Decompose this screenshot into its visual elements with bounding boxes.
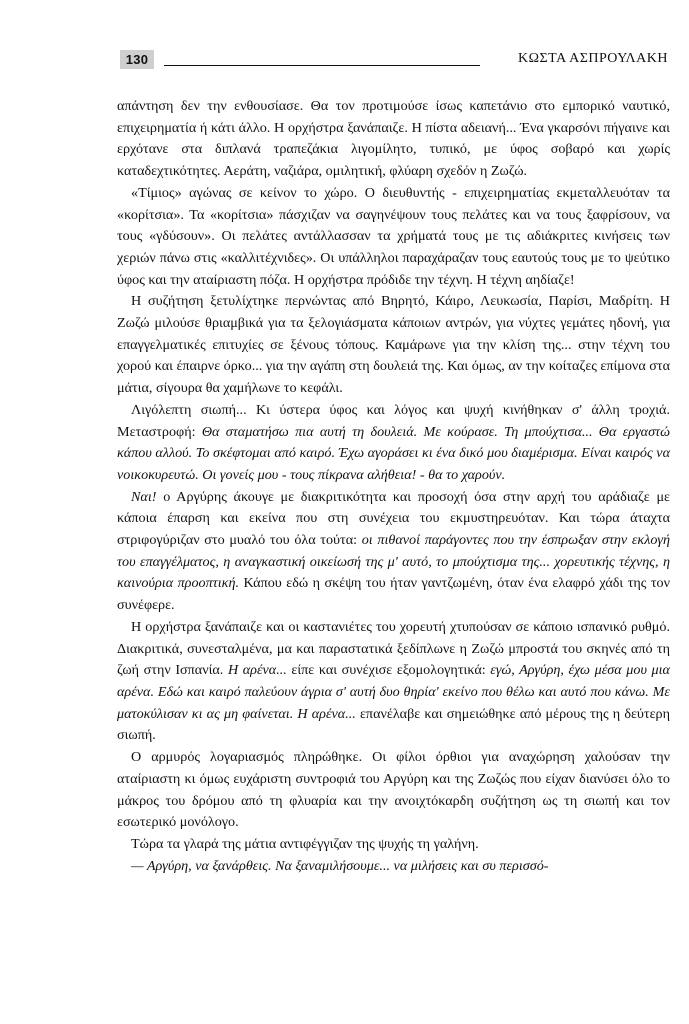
paragraph xyxy=(117,856,670,878)
italic-text-run: οι πιθανοί παράγοντες που την έσπρωξαν στην εκλογή του επαγγέλματος, η αναγκαστική οικείωσή της μ' αυτό, το μπούχτισμα της... χορευτικής τέχνης, η καινούρια προοπτική. xyxy=(117,532,670,592)
italic-text-run: Ναι! xyxy=(131,488,157,505)
text-run: είπε και συνέχισε εξομολογητικά: xyxy=(286,662,491,679)
paragraph: Ο αρμυρός λογαριασμός πληρώθηκε. Οι φίλοι όρθιοι για αναχώρηση χαλούσαν την αταίριαστη κι όμως ευχάριστη συντροφιά του Αργύρη και της Ζωζώς που είχαν διανύσει όλο το μάκρος του δρόμου από τη φλυαρία και την ανοιχτόκαρδη συζήτηση ως τη σιωπή και τον εσωτερικό μονόλογο. xyxy=(117,749,670,831)
paragraph xyxy=(117,400,670,487)
paragraph: Τώρα τα γλαρά της μάτια αντιφέγγιζαν της ψυχής τη γαλήνη. xyxy=(131,835,479,852)
page-header xyxy=(120,50,668,72)
paragraph: Η συζήτηση ξετυλίχτηκε περνώντας από Βηρητό, Κάιρο, Λευκωσία, Παρίσι, Μαδρίτη. Η Ζωζώ μιλούσε θριαμβικά για τα ξελογιάσματα κάποιων αντρών, για νύχτες γεμάτες ηδονή, για επαγγελματικές επιτυχίες σε ξένους τόπους. Καμάρωνε για την κλίση της... στην τέχνη του χορού και έπαιρνε όρκο... για την αγάπη στη δουλειά της. Και όμως, αν την κοίταζες επίμονα στα μάτια, σίγουρα θα χαμήλωνε το κεφάλι. xyxy=(117,293,670,397)
paragraph xyxy=(117,617,670,747)
paragraph: απάντηση δεν την ενθουσίασε. Θα τον προτιμούσε ίσως καπετάνιο στο εμπορικό ναυτικό, επιχειρηματία ή κάτι άλλο. Η ορχήστρα ξανάπαιζε. Η πίστα αδειανή... Ένα γκαρσόνι πήγαινε και ερχότανε στα διπλανά τραπεζάκια λιγομίλητο, τυπικό, με ύφος σοβαρό και χωρίς καταδεχτικότητες. Αεράτη, ναζιάρα, ομιλητική, φλύαρη σχεδόν η Ζωζώ. xyxy=(117,98,670,180)
text-run: ο Αργύρης άκουγε με διακριτικότητα και προσοχή όσα στην αρχή του αράδιαζε με κάποια έπαρση και εκείνα που στη συνέχεια του εκμυστηρευόταν. Και τώρα άταχτα στριφογύριζαν στο μυαλό του όλα τούτα: xyxy=(117,488,670,549)
italic-text-run: Η αρένα... xyxy=(227,662,287,679)
text-run: Η ορχήστρα ξανάπαιζε και οι καστανιέτες του χορευτή χτυπούσαν σε κάποιο ισπανικό ρυθμό. Διακριτικά, συνεσταλμένα, μα και παραστατικά ξεδίπλωνε η Ζωζώ μπροστά του σκηνές από τη ζωή στην Ισπανία. xyxy=(117,618,670,679)
text-run: Λιγόλεπτη σιωπή... Κι ύστερα ύφος και λόγος και ψυχή κινήθηκαν σ' άλλη τροχιά. Μεταστροφή: xyxy=(117,401,670,440)
text-run: Κάπου εδώ η σκέψη του ήταν γαντζωμένη, όταν ένα ελαφρό χάδι της τον συνέφερε. xyxy=(117,575,671,614)
italic-text-run: Θα σταματήσω πια αυτή τη δουλειά. Με κούρασε. Τη μπούχτισα... Θα εργαστώ κάπου αλλού. Το σκέφτομαι από καιρό. Έχω αγοράσει κι ένα δικό μου διαμέρισμα. Είναι καιρός να νοικοκυρευτώ. Οι γονείς μου - τους πίκρανα αλήθεια! - θα το χαρούν. xyxy=(117,423,670,483)
page-number: 130 xyxy=(120,50,154,69)
paragraph: «Τίμιος» αγώνας σε κείνον το χώρο. Ο διευθυντής - επιχειρηματίας εκμεταλλευόταν τα «κορίτσια». Τα «κορίτσια» πάσχιζαν να σαγηνέψουν τους πελάτες και να τους ξαφρίσουν, να τους «γδύσουν». Οι πελάτες αντάλλασσαν τα χρήματά τους με τις αδιάκριτες κινήσεις των χεριών πάνω στις «καλλιτέχνιδες». Οι υπάλληλοι παραχάραζαν τους εαυτούς τους με το ψεύτικο ύφος και την αταίριαστη πόζα. Η ορχήστρα πρόδιδε την τέχνη. Η τέχνη αηδίαζε! xyxy=(117,184,670,288)
italic-text-run: — Αργύρη, να ξανάρθεις. Να ξαναμιλήσουμε... να μιλήσεις και συ περισσό- xyxy=(131,857,549,874)
italic-text-run: εγώ, Αργύρη, έχω μέσα μου μια αρένα. Εδώ και καιρό παλεύουν άγρια σ' αυτή δυο θηρία' εκείνο που θέλω και αυτό που κάνω. Με ματοκύλισαν κι ας μη φαίνεται. Η αρένα... xyxy=(117,662,670,722)
body-text xyxy=(117,96,670,877)
paragraph xyxy=(117,487,670,617)
running-head: ΚΩΣΤΑ ΑΣΠΡΟΥΛΑΚΗ xyxy=(517,51,668,66)
header-rule xyxy=(164,65,480,66)
text-run: επανέλαβε και σημειώθηκε από μέρους της η δεύτερη σιωπή. xyxy=(117,705,671,744)
